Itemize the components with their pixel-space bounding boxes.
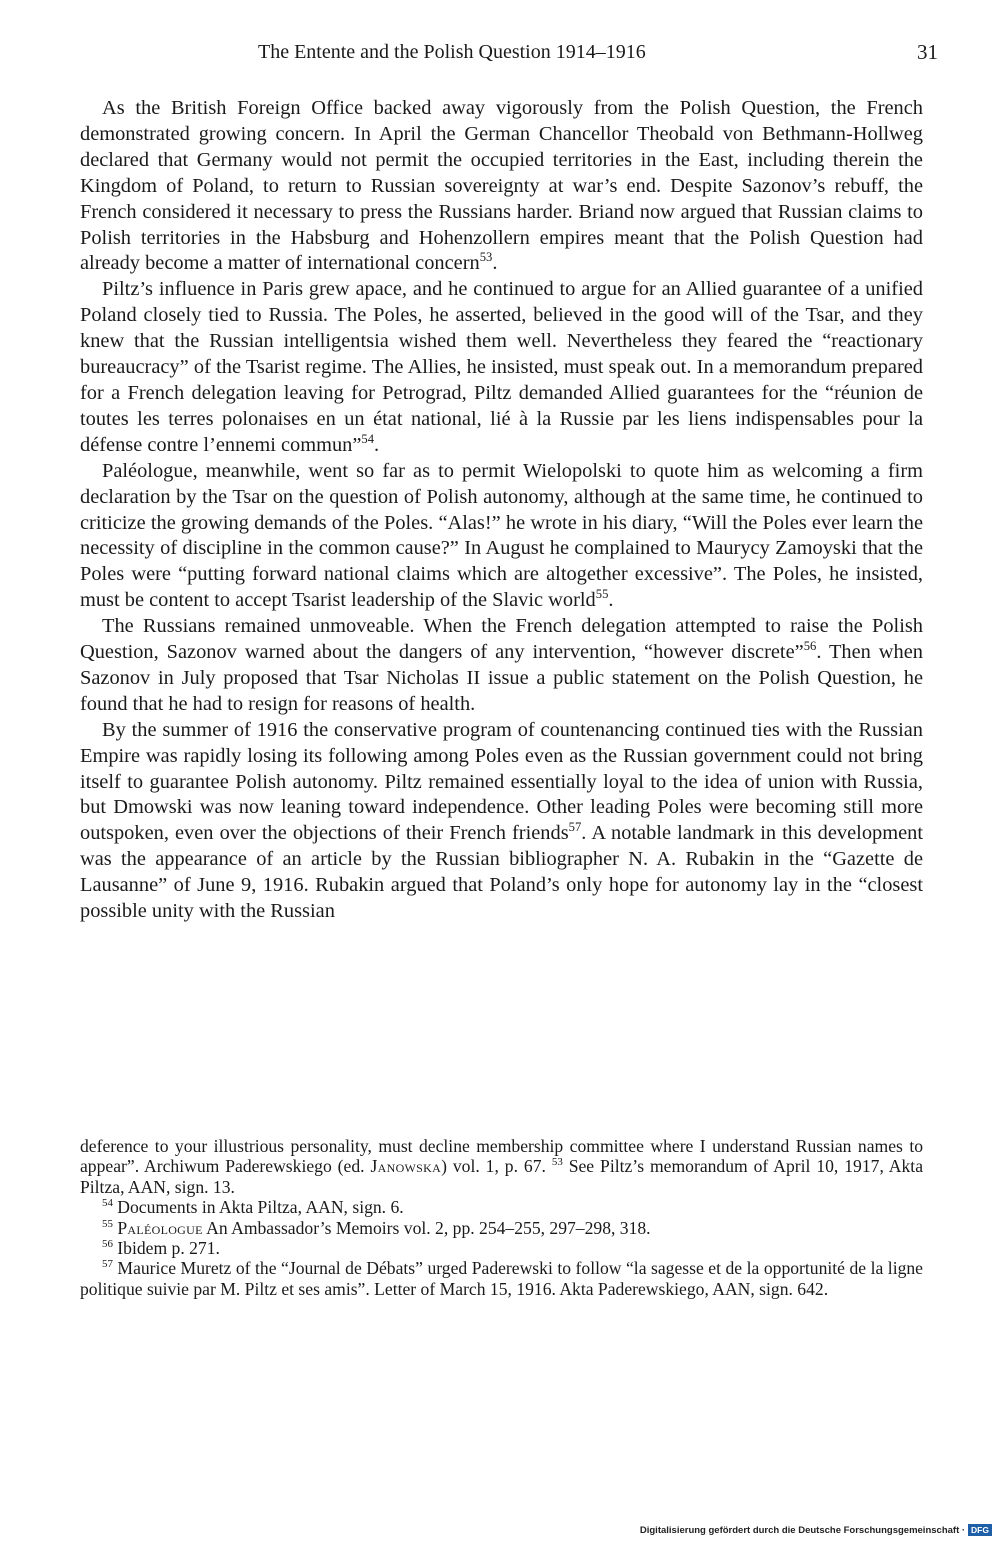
text-run: . [374,433,380,456]
text-run: ) vol. 1, p. 67. [441,1156,552,1177]
text-run: . [608,589,614,612]
paragraph [80,96,923,277]
footnote-marker: 55 [102,1217,113,1230]
text-run: . A notable landmark in this development was the appearance of an article by the Russian bibliographer N. A. Rubakin in the “Gazette de Lausanne” of June 9, 1916. Rubakin argued that Poland’s only hope for autonomy lay in the “closest possible unity with the Russian [80,822,923,923]
footnote-marker: 56 [803,639,817,654]
footnote-marker: 54 [361,431,375,446]
footnote [80,1258,923,1299]
running-title: The Entente and the Polish Question 1914–1916 [258,41,646,63]
paragraph [80,277,923,458]
text-run: deference to your illustrious personality, must decline membership committee where I understand Russian names to appear”. Archiwum Paderewskiego (ed. [80,1136,923,1177]
footnote [80,1238,923,1258]
text-run: By the summer of 1916 the conservative program of countenancing continued ties with the Russian Empire was rapidly losing its following among Poles even as the Russian government could not bring itself to guarantee Polish autonomy. Piltz remained essentially loyal to the idea of union with Russia, but Dmowski was now leaning toward independence. Other leading Poles were becoming still more outspoken, even over the objections of their French friends [80,718,923,845]
footnote [80,1197,923,1217]
footnote-marker: 57 [568,820,582,835]
paragraph [80,614,923,718]
text-run: Paléologue, meanwhile, went so far as to permit Wielopolski to quote him as welcoming a firm declaration by the Tsar on the question of Polish autonomy, although at the same time, he continued to criticize the growing demands of the Poles. “Alas!” he wrote in his diary, “Will the Poles ever learn the necessity of discipline in the common cause?” In August he complained to Maurycy Zamoyski that the Poles were “putting forward national claims which are altogether excessive”. The Poles, he insisted, must be content to accept Tsarist leadership of the Slavic world [80,459,923,612]
page-number: 31 [917,40,938,64]
text-run: See Piltz’s memorandum of April 10, 1917, Akta Piltza, AAN, sign. 13. [80,1156,924,1197]
text-run: An Ambassador’s Memoirs vol. 2, pp. 254–255, 297–298, 318. [202,1217,651,1238]
text-run: . [492,252,498,275]
paragraph [80,459,923,614]
footnote-marker: 56 [102,1238,113,1251]
text-run: As the British Foreign Office backed away vigorously from the Polish Question, the French demonstrated growing concern. In April the German Chancellor Theobald von Bethmann-Hollweg declared that Germany would not permit the occupied territories in the East, including therein the Kingdom of Poland, to return to Russian sovereignty at war’s end. Despite Sazonov’s rebuff, the French considered it necessary to press the Russians harder. Briand now argued that Russian claims to Polish territories in the Habsburg and Hohenzollern empires meant that the Polish Question had already become a matter of international concern [80,97,923,275]
footnote-marker: 53 [551,1156,563,1169]
footnote-continuation [80,1136,923,1197]
paragraph [80,718,923,925]
credit-text: Digitalisierung gefördert durch die Deutsche Forschungsgemeinschaft · [639,1524,966,1536]
footnote-marker: 57 [102,1258,113,1271]
text-run: Ibidem p. 271. [112,1238,220,1259]
text-run: Documents in Akta Piltza, AAN, sign. 6. [112,1197,404,1218]
text-run: Piltz’s influence in Paris grew apace, and he continued to argue for an Allied guarantee of a unified Poland closely tied to Russia. The Poles, he asserted, believed in the good will of the Tsar, and they knew that the Russian intelligentsia wished them well. Nevertheless they feared the “reactionary bureaucracy” of the Tsarist regime. The Allies, he insisted, must speak out. In a memorandum prepared for a French delegation leaving for Petrograd, Piltz demanded Allied guarantees for the “réunion de toutes les terres polonaises en un état national, lié à la Russie par les liens indispensables pour la défense contre l’ennemi commun” [80,278,923,456]
footnote [80,1218,923,1238]
text-run: The Russians remained unmoveable. When the French delegation attempted to raise the Polish Question, Sazonov warned about the dangers of any intervention, “however discrete” [80,615,923,664]
footnote-marker: 54 [102,1197,113,1210]
body-text [80,96,923,925]
author-name: Janowska [370,1156,442,1177]
footnote-marker: 53 [479,250,493,265]
author-name: Paléologue [117,1217,203,1238]
footnotes [80,1136,923,1299]
text-run: Maurice Muretz of the “Journal de Débats” urged Paderewski to follow “la sagesse et de la opportunité de la ligne politique suivie par M. Piltz et ses amis”. Letter of March 15, 1916. Akta Paderewskiego, AAN, sign. 642. [80,1258,923,1299]
dfg-logo: DFG [968,1524,992,1536]
footnote-marker: 55 [595,587,609,602]
digitization-credit [640,1524,992,1536]
text-run: . Then when Sazonov in July proposed that Tsar Nicholas II issue a public statement on the Polish Question, he found that he had to resign for reasons of health. [80,641,923,715]
